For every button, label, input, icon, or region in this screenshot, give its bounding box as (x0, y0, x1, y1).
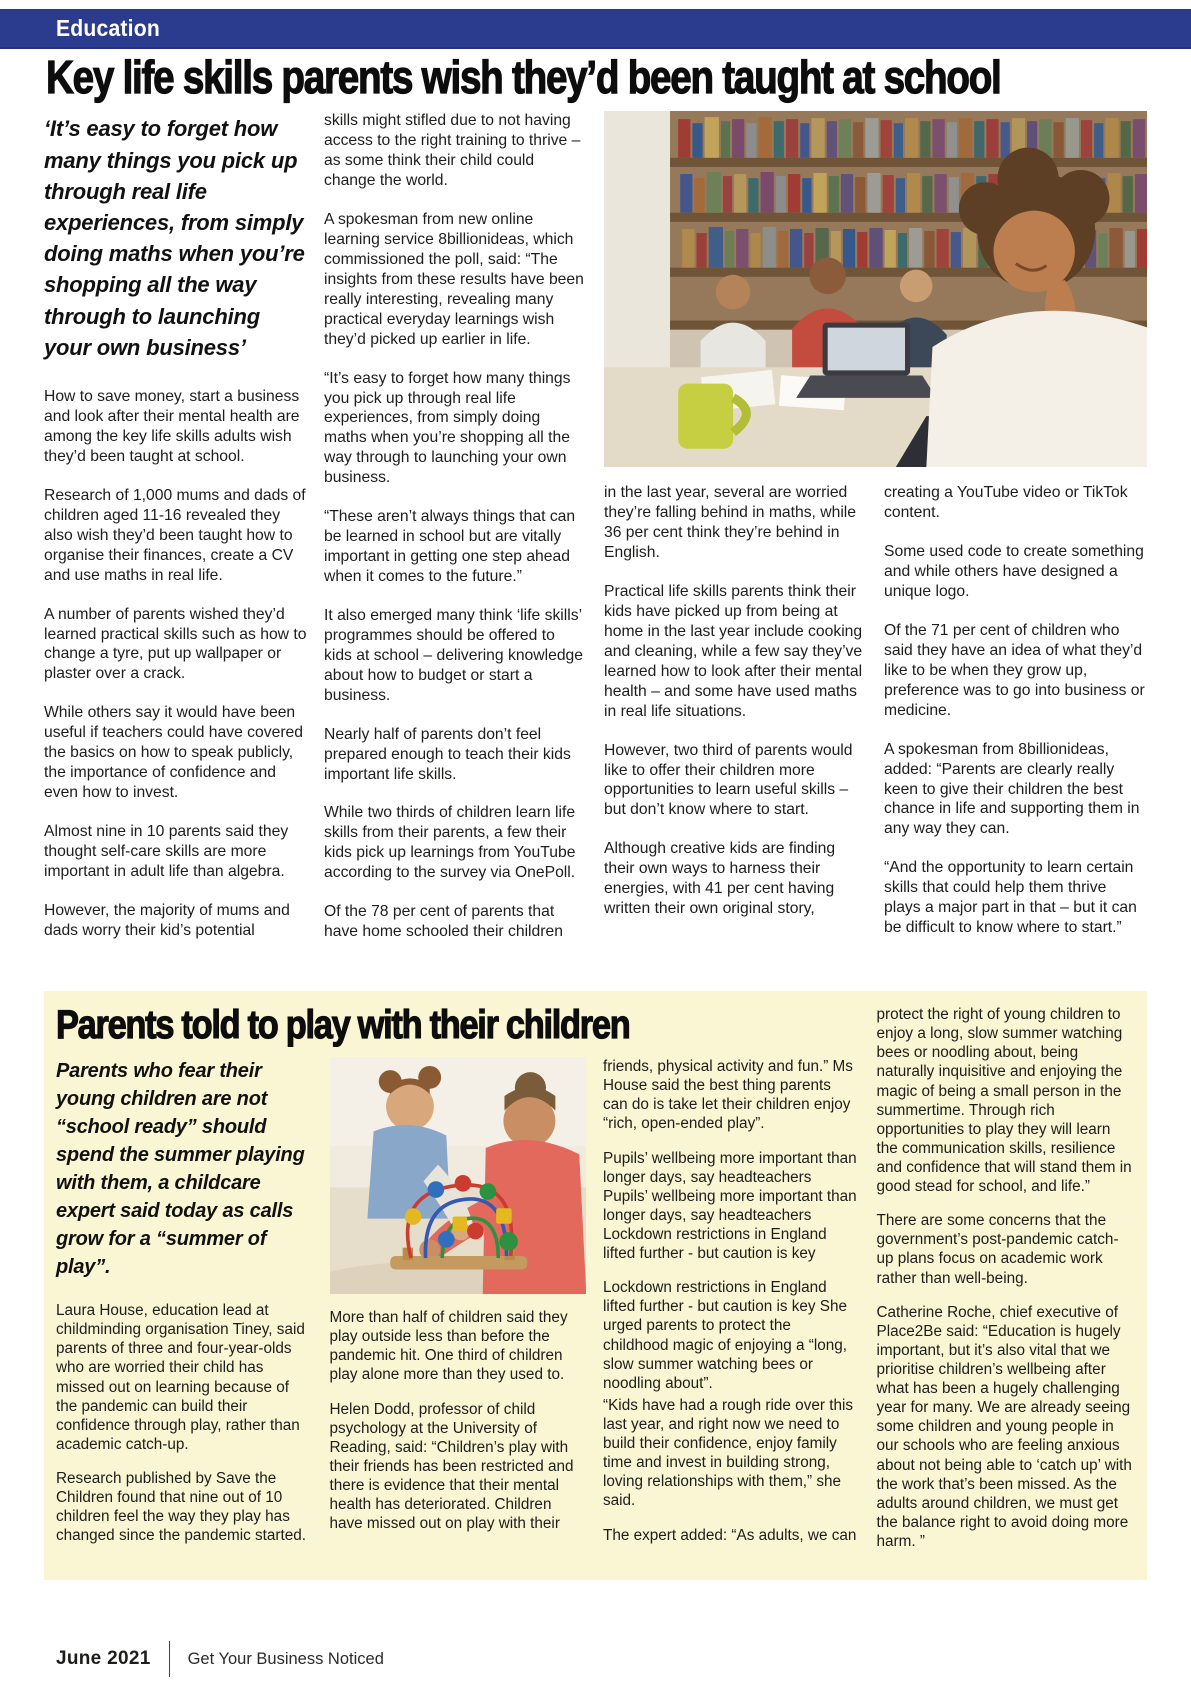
article-paragraph: Nearly half of parents don’t feel prepared enough to teach their kids important life skills. (324, 725, 571, 783)
article-paragraph: Some used code to create something and while others have designed a unique logo. (884, 543, 1144, 601)
article-paragraph: “It’s easy to forget how many things you pick up through real life experiences, from simply doing maths when you’re shopping all the way through to launching your own business. (324, 369, 571, 487)
article2 (44, 991, 1147, 1580)
article2-headline: Parents told to play with their children (56, 1003, 630, 1048)
article2-column-4 (877, 1003, 1134, 1566)
article-paragraph: Almost nine in 10 parents said they thought self-care skills are more important in adult life than algebra. (44, 823, 289, 880)
article-paragraph: creating a YouTube video or TikTok content. (884, 484, 1128, 522)
footer-divider (169, 1641, 170, 1677)
article-paragraph: However, two third of parents would like to offer their children more opportunities to learn useful skills – but don’t know where to start. (604, 741, 853, 819)
article-paragraph: A spokesman from 8billionideas, added: “Parents are clearly really keen to give their children the best chance in life and supporting them in any way they can. (884, 740, 1140, 838)
article-paragraph: It also emerged many think ‘life skills’ programmes should be offered to kids at school – delivering knowledge about how to budget or start a business. (324, 606, 583, 704)
article-paragraph: The expert added: “As adults, we can (603, 1526, 857, 1544)
article-paragraph: “These aren’t always things that can be learned in school but are vitally important in getting one step ahead when it comes to the future.” (324, 508, 576, 586)
article-paragraph: Laura House, education lead at childminding organisation Tiney, said parents of three and four-year-olds who are worried their child has missed out on learning because of the pandemic can build their confidence through play, rather than academic catch-up. (56, 1302, 305, 1453)
section-label: Education (56, 14, 160, 41)
article2-standfirst: Parents who fear their young children are not “school ready” should spend the summer playing with them, a childcare expert said today as calls grow for a “summer of play”. (56, 1060, 305, 1279)
article-paragraph: in the last year, several are worried they’re falling behind in maths, while 36 per cent think they’re behind in English. (604, 484, 857, 562)
article-paragraph: Catherine Roche, chief executive of Place2Be said: “Education is hugely important, but it’s also vital that we prioritise children’s wellbeing after what has been a hugely challenging year for many. We are already seeing some children and young people in our schools who are feeling anxious about not being able to ‘catch up’ with the work that’s been missed. As the adults around children, we must get the balance right to avoid doing more harm. ” (876, 1303, 1132, 1550)
page-footer (56, 1641, 384, 1677)
article1-column-3 (604, 483, 867, 957)
article-paragraph: While two thirds of children learn life skills from their parents, a few their kids pick up learnings from YouTube according to the survey via OnePoll. (324, 804, 576, 882)
article2-column-2 (330, 1057, 587, 1548)
article1-column-1 (44, 111, 307, 959)
article-paragraph: Although creative kids are finding their own ways to harness their energies, with 41 per cent having written their own original story, (604, 840, 836, 918)
article-paragraph: Lockdown restrictions in England lifted further - but caution is key She urged parents to protect the childhood magic of enjoying a “long, slow summer watching bees or noodling about”. (603, 1279, 848, 1392)
article1-columns (0, 111, 1191, 961)
article-paragraph: “And the opportunity to learn certain skills that could help them thrive plays a major part in that – but it can be difficult to know where to start.” (884, 859, 1137, 937)
article2-column-3 (603, 1057, 860, 1560)
article-paragraph: However, the majority of mums and dads worry their kid’s potential (44, 901, 290, 939)
article1-lower-columns (604, 483, 1147, 957)
article-paragraph: Of the 78 per cent of parents that have home schooled their children (324, 903, 563, 941)
article-paragraph: skills might stifled due to not having access to the right training to thrive – as some think their child could change the world. (324, 112, 581, 190)
article-paragraph: “Kids have had a rough ride over this last year, and right now we need to build their confidence, enjoy family time and invest in building strong, loving relationships with them,” she said. (603, 1396, 853, 1510)
article-paragraph: Research published by Save the Children found that nine out of 10 children feel the way they play has changed since the pandemic started. (56, 1469, 307, 1545)
article-paragraph: Of the 71 per cent of children who said they have an idea of what they’d like to be when they grow up, preference was to go into business or medicine. (884, 621, 1145, 719)
article-paragraph: friends, physical activity and fun.” Ms House said the best thing parents can do is take let their children enjoy “rich, open-ended play”. (603, 1058, 853, 1133)
article1-standfirst: ‘It’s easy to forget how many things you pick up through real life experiences, from simply doing maths when you’re shopping all the way through to launching your own business’ (44, 116, 305, 360)
article1-column-4 (884, 483, 1147, 957)
article2-column-1 (56, 1057, 313, 1560)
article1-headline: Key life skills parents wish they’d been taught at school (46, 51, 1001, 103)
article-paragraph: A number of parents wished they’d learned practical skills such as how to change a tyre, put up wallpaper or plaster over a crack. (44, 605, 307, 683)
article-paragraph: Practical life skills parents think their kids have picked up from being at home in the last year include cooking and cleaning, while a few say they’ve learned how to look after their mental health – and some have used maths in real life situations. (604, 583, 863, 720)
article1 (0, 53, 1191, 961)
article-paragraph: How to save money, start a business and look after their mental health are among the key life skills adults wish they’d been taught at school. (44, 388, 300, 465)
article-paragraph: More than half of children said they play outside less than before the pandemic hit. One third of children play alone more than they used to. (329, 1309, 568, 1384)
article1-column-2 (324, 111, 587, 961)
article-paragraph: A spokesman from new online learning service 8billionideas, which commissioned the poll, said: “The insights from these results have been really interesting, revealing many practical everyday learnings wish they’d picked up earlier in life. (324, 211, 584, 348)
article-paragraph: While others say it would have been useful if teachers could have covered the basics on how to speak publicly, the importance of confidence and even how to invest. (44, 704, 303, 802)
footer-tagline: Get Your Business Noticed (187, 1649, 384, 1668)
article2-photo-mother-child-playing (330, 1057, 587, 1294)
issue-date: June 2021 (56, 1648, 151, 1669)
article-paragraph: There are some concerns that the government’s post-pandemic catch-up plans focus on academic work rather than well-being. (876, 1212, 1119, 1287)
article-paragraph: Pupils’ wellbeing more important than longer days, say headteachers Pupils’ wellbeing more important than longer days, say headteachers Lockdown restrictions in England lifted further - but caution is key (603, 1149, 857, 1263)
article-paragraph: Research of 1,000 mums and dads of children aged 11-16 revealed they also wish they’d been taught how to organise their finances, create a CV and use maths in real life. (44, 486, 306, 584)
article-paragraph: protect the right of young children to enjoy a long, slow summer watching bees or noodling about, being naturally inquisitive and enjoying the magic of being a small person in the summertime. Through rich opportunities to play they will learn the communication skills, resilience and confidence that will stand them in good stead for school, and life.” (876, 1006, 1132, 1196)
article1-photo-library-study (604, 111, 1147, 467)
article-paragraph: Helen Dodd, professor of child psychology at the University of Reading, said: “Children’s play with their friends has been restricted and there is evidence that their mental health has deteriorated. Children have missed out on play with their (329, 1400, 574, 1533)
section-banner (0, 9, 1191, 49)
article1-photo-and-columns (604, 111, 1147, 957)
